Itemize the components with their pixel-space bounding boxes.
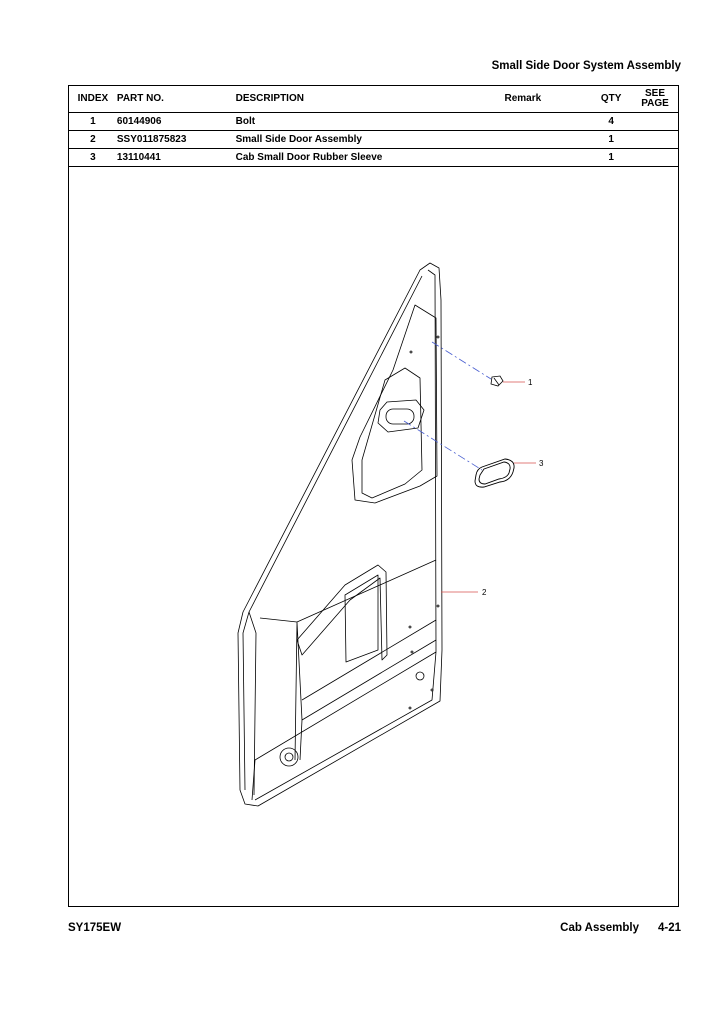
callout-label-3: 3	[539, 459, 544, 468]
page-title: Small Side Door System Assembly	[491, 60, 681, 72]
col-remark-header: Remark	[504, 86, 590, 113]
lower-window-frame	[297, 565, 387, 660]
lower-panel-band	[260, 560, 436, 760]
upper-recess-outline	[362, 368, 422, 498]
cell-qty: 4	[590, 113, 632, 131]
footer-page-number: 4-21	[657, 922, 681, 934]
see-page-line2: PAGE	[641, 98, 669, 109]
assembly-centerlines	[404, 342, 491, 470]
door-panel-inner-edge	[252, 270, 436, 800]
lower-fastener	[416, 672, 424, 680]
footer-section: Cab Assembly	[560, 922, 639, 934]
bolt-part	[491, 376, 503, 386]
see-page-line1: SEE	[645, 88, 666, 99]
cell-qty: 1	[590, 149, 632, 167]
cell-part-no: 60144906	[117, 113, 236, 131]
cell-description: Cab Small Door Rubber Sleeve	[236, 149, 505, 167]
callout-leaders	[441, 382, 536, 592]
lower-diagonal	[300, 620, 436, 760]
callout-label-1: 1	[528, 378, 533, 387]
latch-bolt-inner	[285, 753, 293, 761]
handle-pocket-outer	[378, 400, 424, 432]
cell-description: Small Side Door Assembly	[236, 131, 505, 149]
upper-window-frame	[352, 305, 437, 503]
col-part-no-header: PART NO.	[117, 86, 236, 113]
cell-index: 1	[69, 113, 117, 131]
door-panel-front-edge	[243, 276, 422, 795]
col-description-header: DESCRIPTION	[236, 86, 505, 113]
cell-index: 2	[69, 131, 117, 149]
col-index-header: INDEX	[69, 86, 117, 113]
col-qty-header: QTY	[590, 86, 632, 113]
cell-index: 3	[69, 149, 117, 167]
cell-part-no: SSY011875823	[117, 131, 236, 149]
callout-label-2: 2	[482, 588, 487, 597]
door-panel-outline	[238, 263, 442, 806]
cell-description: Bolt	[236, 113, 505, 131]
footer-model: SY175EW	[68, 922, 122, 934]
handle-slot	[386, 409, 414, 424]
rubber-sleeve-part	[475, 459, 514, 487]
cell-qty: 1	[590, 131, 632, 149]
cell-part-no: 13110441	[117, 149, 236, 167]
